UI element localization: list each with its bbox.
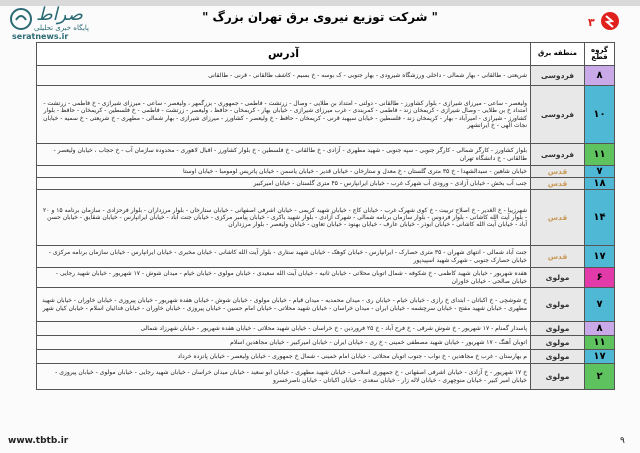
group-cell: ۷ bbox=[585, 288, 615, 322]
table-row bbox=[37, 246, 615, 268]
region-cell: مولوی bbox=[531, 288, 585, 322]
region-cell: فردوسی bbox=[531, 144, 585, 166]
region-cell: مولوی bbox=[531, 268, 585, 288]
group-cell: ۱۱ bbox=[585, 336, 615, 350]
address-cell: بلوار کشاورز - کارگر شمالی - کارگر جنوبی - سپه جنوبی - شهید مطهری - آزادی - خ طالقانی - خ فلسطین - خ بلوار کشاورز - اقبال لاهوری - محدوده سازمان آب - خ حجاب ، خیابان ولیعصر - طالقانی - خ دانشگاه تهران bbox=[37, 144, 531, 166]
page-number: ۹ bbox=[620, 436, 625, 446]
table-row bbox=[37, 178, 615, 190]
region-cell: قدس bbox=[531, 190, 585, 246]
table-row bbox=[37, 364, 615, 390]
address-cell: خیابان شاهین - سیدالشهدا - خ ۳۵ متری گلستان - خ معدل و ستارخان - خیابان قدیر - خیابان یاسمن - خیابان پاتریس لومومبا - خیابان اوستا bbox=[37, 166, 531, 178]
address-cell: ولیعصر - ساعی - میرزای شیرازی - بلوار کشاورز - طالقانی - دولتی - امتداد بن طلایی - وصال - زرتشت - فاطمی - جمهوری - بزرگمهر ، ولیعصر - ساعی - میرزای شیرازی - خ فاطمی - زرتشت - امتداد خ بن طلایی - وصال شیرازی - کریمخان زند - فاطمی - کمربندی - غرب میرزای شیرازی - خیابان بهار - کریمخان - حافظ ، ولیعصر - زرتشت - فاطمی - خ فلسطین - کریمخان - حافظ - بلوار کشاورز - شیرازی - امیرآباد - بهار - کریمخان زند - فلسطین - خیابان سپهبد قرنی - کریمخان - حافظ - خ ولیعصر - کشاورز - میرزای شیرازی - بهار شمالی - مطهری - خ شریعتی - خ سمیه - خیابان نجات الهی - خ ایرانشهر bbox=[37, 86, 531, 144]
region-cell: فردوسی bbox=[531, 66, 585, 86]
table-header-row bbox=[37, 43, 615, 66]
group-cell: ۲ bbox=[585, 364, 615, 390]
address-cell: جنت آباد شمالی - انتهای شهران - ۳۵ متری حصارک - ایرانپارس - خیابان کوهک - خیابان شهید ستاری - بلوار آیت الله کاشانی - خیابان مخبری - خیابان ایرانپارس - خیابان سازمان برنامه مرکزی - خیابان حصارک جنوبی - شهرک شهید اسپیدپور bbox=[37, 246, 531, 268]
table-row bbox=[37, 350, 615, 364]
header-region: منطقه برق bbox=[531, 43, 585, 66]
group-cell: ۱۴ bbox=[585, 190, 615, 246]
table-row bbox=[37, 166, 615, 178]
region-cell: قدس bbox=[531, 166, 585, 178]
table-row bbox=[37, 190, 615, 246]
region-cell: فردوسی bbox=[531, 86, 585, 144]
header-group: گروه قطع bbox=[585, 43, 615, 66]
address-cell: پاسدار گمنام - ۱۷ شهریور - خ شوش شرقی - خ فرح آباد - خ ۲۵ فروردین - خ خراسان - خیابان شهید محلاتی - خیابان هفده شهریور - خیابان شهرزاد شمالی bbox=[37, 322, 531, 336]
watermark-brand: صراط bbox=[36, 4, 83, 25]
watermark-site: seratnews.ir bbox=[12, 32, 69, 41]
group-cell: ۱۸ bbox=[585, 178, 615, 190]
address-cell: خ شوشچی - خ اکباتان - ابتدای خ رازی - خیابان خیام - خیابان ری - میدان محمدیه - میدان قیام - خیابان مولوی - خیابان شوش - خیابان هفده شهریور - خیابان پیروزی - خیابان خاوران - خیابان شهید مطهری - خیابان شهید مفتح - خیابان سرچشمه - خیابان ایران - میدان خراسان - خیابان شهید محلاتی - خیابان امام حسین - خیابان پیروزی - خیابان خاوران - خیابان فدائیان اسلام - خیابان کیان شهر bbox=[37, 288, 531, 322]
watermark bbox=[4, 4, 124, 40]
address-cell: خ ۱۷ شهریور - خ آزادی - خیابان اشرفی اصفهانی - خ جمهوری اسلامی - خیابان شهید مطهری - خیابان ابو سعید - خیابان میدان خراسان - خیابان شهید رجایی - خیابان مولوی - خیابان پیروزی - خیابان امیر کبیر - خیابان منوچهری - خیابان لاله زار - خیابان سعدی - خیابان اکباتان - خیابان ناصرخسرو bbox=[37, 364, 531, 390]
table-row bbox=[37, 268, 615, 288]
table-row bbox=[37, 86, 615, 144]
table-row bbox=[37, 288, 615, 322]
outage-schedule-table bbox=[36, 42, 615, 390]
group-cell: ۱۱ bbox=[585, 144, 615, 166]
header-address: آدرس bbox=[37, 43, 531, 66]
watermark-logo-icon bbox=[8, 6, 34, 32]
group-cell: ۱۷ bbox=[585, 246, 615, 268]
region-cell: مولوی bbox=[531, 350, 585, 364]
address-cell: جنب آب بخش - خیابان آزادی - ورودی آب شهرک غرب - خیابان ایرانپارس - ۴۵ متری گلستان - خیابان امیرکبیر bbox=[37, 178, 531, 190]
table-row bbox=[37, 144, 615, 166]
address-cell: م بهارستان - غرب خ مجاهدین - خ نواب - جنوب اتوبان محلاتی - خیابان امام خمینی - شمال خ جمهوری - خیابان ولیعصر - خیابان پانزده خرداد bbox=[37, 350, 531, 364]
address-cell: اتوبان آهنگ - ۱۷ شهریور - خیابان شهید مصطفی خمینی - خ ری - خیابان ایران - خیابان امیرکبیر - خیابان مجاهدین اسلام bbox=[37, 336, 531, 350]
group-cell: ۷ bbox=[585, 166, 615, 178]
document-title: " شرکت توزیع نیروی برق تهران بزرگ " bbox=[202, 10, 438, 24]
table-row bbox=[37, 336, 615, 350]
address-cell: هفده شهریور - خیابان شهید کاظمی - خ شکوفه - شمال اتوبان محلاتی - خیابان ثانیه - خیابان آیت الله سعیدی - خیابان مولوی - خیابان خیام - میدان شوش - ۱۷ شهریور - خیابان شهید رجایی - خیابان صالحی - خیابان خاوران bbox=[37, 268, 531, 288]
address-cell: شهرزیبا - خ الغدیر - خ اصلاح تربیت - خ کوی شهرک غرب - خیابان کاج - خیابان شهید کریمی - خیابان اشرفی اصفهانی - خیابان ستارخان - بلوار مرزداران - بلوار فرحزادی - سازمان برنامه ۱۵ و ۲۰ - بلوار آیت الله کاشانی - بلوار فردوس - بلوار سازمان برنامه شمالی - شهرک آزادی - بلوار شهید باکری - خیابان پیامبر مرکزی - خیابان جنت آباد - خیابان ایرانپارس - خیابان شقایق - خیابان حسن آباد - خیابان آیت الله کاشانی - خیابان ابوذر - خیابان عارف - خیابان بهنود - خیابان تعاون - خیابان ولیعصر - بلوار مرزداران bbox=[37, 190, 531, 246]
region-cell: مولوی bbox=[531, 336, 585, 350]
region-cell: مولوی bbox=[531, 322, 585, 336]
group-cell: ۸ bbox=[585, 66, 615, 86]
table-row bbox=[37, 66, 615, 86]
region-cell: قدس bbox=[531, 178, 585, 190]
company-logo-icon bbox=[586, 10, 620, 32]
watermark-tag: پایگاه خبری تحلیلی bbox=[34, 24, 89, 32]
region-cell: مولوی bbox=[531, 364, 585, 390]
table-row bbox=[37, 322, 615, 336]
address-cell: شریعتی - طالقانی - بهار شمالی - داخلی ورزشگاه شیرودی - بهار جنوبی - ک بوسه - خ بسیم - کاشف طالقانی - قرنی - طالقانی bbox=[37, 66, 531, 86]
group-cell: ۱۰ bbox=[585, 86, 615, 144]
group-cell: ۱۷ bbox=[585, 350, 615, 364]
footer-url: www.tbtb.ir bbox=[8, 436, 69, 446]
svg-text:۳: ۳ bbox=[588, 16, 595, 29]
group-cell: ۶ bbox=[585, 268, 615, 288]
region-cell: قدس bbox=[531, 246, 585, 268]
group-cell: ۸ bbox=[585, 322, 615, 336]
